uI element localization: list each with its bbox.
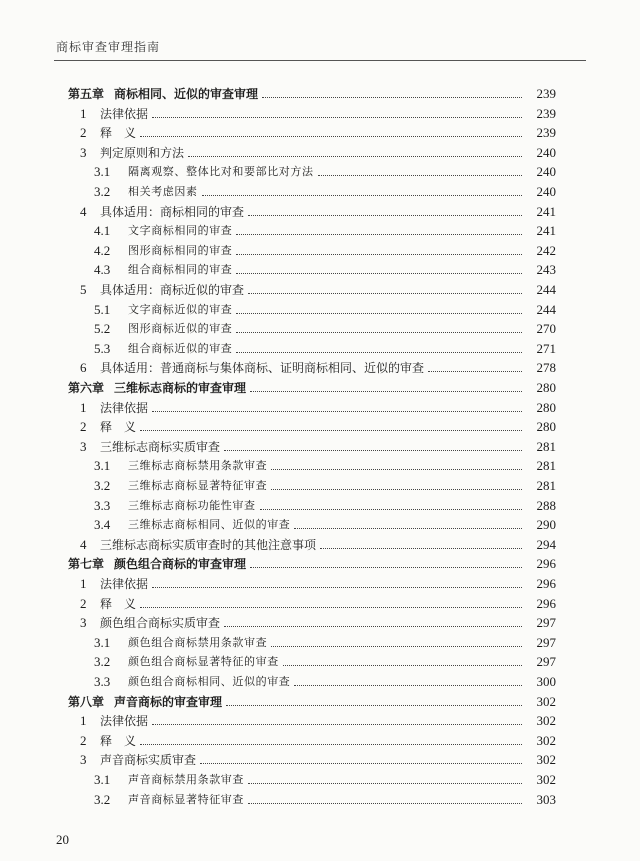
toc-entry-page: 303 [536, 791, 556, 807]
toc-entry-section [0, 613, 640, 633]
toc-entry-title: 三维标志商标禁用条款审查 [128, 459, 268, 473]
toc-entry-section [0, 104, 640, 124]
toc-entry-title: 具体适用：商标相同的审查 [100, 204, 245, 219]
dot-leader [250, 390, 522, 392]
toc-entry-page: 239 [536, 125, 556, 141]
toc-entry-title: 释 义 [100, 596, 137, 611]
toc-entry-page: 281 [536, 478, 556, 493]
toc-entry-sub [0, 790, 640, 810]
dot-leader [224, 625, 522, 627]
toc-entry-title: 释 义 [100, 126, 137, 141]
dot-leader [271, 645, 522, 647]
toc-entry-sub [0, 515, 640, 535]
toc-entry-number: 4.1 [94, 223, 111, 239]
toc-entry-number: 3.2 [94, 791, 111, 807]
toc-entry-title: 声音商标实质审查 [100, 753, 197, 768]
toc-entry-page: 242 [536, 242, 556, 258]
dot-leader [271, 468, 522, 470]
toc-entry-page: 278 [536, 360, 556, 376]
toc-entry-title: 声音商标禁用条款审查 [128, 773, 244, 786]
toc-entry-title: 颜色组合商标的审查审理 [114, 557, 247, 572]
toc-entry-title: 商标相同、近似的审查审理 [114, 87, 259, 101]
toc-entry-title: 三维标志商标相同、近似的审查 [128, 518, 291, 532]
dot-leader [248, 802, 522, 804]
toc-entry-number: 1 [80, 105, 87, 121]
toc-entry-title: 颜色组合商标禁用条款审查 [128, 635, 268, 649]
toc-entry-page: 296 [536, 556, 556, 572]
toc-entry-page: 288 [536, 497, 556, 513]
toc-entry-sub [0, 339, 640, 359]
toc-entry-page: 297 [536, 654, 556, 670]
toc-entry-number: 5.3 [94, 340, 111, 356]
toc-entry-page: 244 [536, 282, 556, 297]
toc-entry-title: 文字商标近似的审查 [128, 302, 233, 316]
dot-leader [248, 214, 522, 216]
toc-entry-title: 声音商标显著特征审查 [128, 792, 244, 806]
toc-entry-title: 法律依据 [100, 106, 149, 121]
toc-entry-sub [0, 672, 640, 692]
toc-entry-section [0, 437, 640, 457]
toc-entry-title: 图形商标近似的审查 [128, 322, 233, 336]
toc-entry-page: 300 [536, 674, 556, 689]
dot-leader [294, 684, 522, 686]
dot-leader [236, 253, 522, 255]
toc-entry-number: 2 [80, 595, 87, 611]
toc-entry-sub [0, 652, 640, 672]
toc-entry-title: 组合商标相同的审查 [128, 263, 233, 277]
toc-entry-number: 2 [80, 419, 87, 435]
toc-entry-page: 297 [536, 634, 556, 650]
toc-entry-section [0, 750, 640, 770]
toc-entry-sub [0, 182, 640, 202]
page-number: 20 [56, 832, 69, 847]
toc-entry-page: 241 [536, 223, 556, 239]
toc-entry-title: 颜色组合商标相同、近似的审查 [128, 675, 291, 688]
toc-entry-title: 相关考虑因素 [128, 185, 198, 198]
toc-entry-title: 法律依据 [100, 400, 149, 415]
dot-leader [236, 351, 522, 353]
toc-entry-sub [0, 162, 640, 182]
toc-entry-number: 3 [80, 752, 87, 768]
toc-entry-page: 302 [536, 732, 556, 748]
toc-entry-page: 280 [536, 380, 556, 395]
header-rule [54, 60, 586, 61]
toc-entry-number: 3.1 [94, 164, 111, 180]
toc-entry-title: 释 义 [100, 733, 137, 748]
dot-leader [200, 762, 522, 764]
dot-leader [320, 547, 522, 549]
dot-leader [224, 449, 522, 451]
toc-entry-page: 270 [536, 321, 556, 337]
dot-leader [250, 566, 522, 568]
toc-entry-title: 法律依据 [100, 714, 149, 729]
toc-entry-number: 5 [80, 282, 87, 297]
toc-entry-chapter [0, 692, 640, 712]
toc-entry-sub [0, 496, 640, 516]
toc-entry-sub [0, 476, 640, 496]
dot-leader [188, 155, 522, 157]
toc-entry-page: 241 [536, 203, 556, 219]
toc-entry-page: 281 [536, 438, 556, 454]
dot-leader [226, 704, 522, 706]
toc-entry-page: 280 [536, 399, 556, 415]
toc-entry-number: 1 [80, 399, 87, 415]
toc-entry-title: 三维标志商标实质审查时的其他注意事项 [100, 537, 317, 552]
toc-entry-number: 6 [80, 360, 87, 376]
toc-entry-page: 302 [536, 772, 556, 787]
toc-entry-page: 280 [536, 419, 556, 435]
toc-entry-sub [0, 319, 640, 339]
toc-entry-section [0, 594, 640, 614]
toc-entry-title: 图形商标相同的审查 [128, 243, 233, 257]
toc-entry-number: 4 [80, 536, 87, 552]
dot-leader [152, 586, 522, 588]
dot-leader [140, 135, 522, 137]
toc-entry-page: 240 [536, 144, 556, 160]
toc-entry-title: 三维标志商标实质审查 [100, 439, 221, 454]
toc-entry-number: 1 [80, 713, 87, 729]
toc-entry-section [0, 202, 640, 222]
toc-entry-number: 4 [80, 203, 87, 219]
toc-entry-number: 第五章 [68, 87, 105, 101]
toc-entry-title: 颜色组合商标实质审查 [100, 616, 221, 631]
toc-entry-number: 3.2 [94, 184, 111, 199]
toc-entry-page: 281 [536, 458, 556, 474]
toc-entry-number: 3.2 [94, 478, 111, 493]
toc-entry-number: 2 [80, 125, 87, 141]
dot-leader [152, 723, 522, 725]
toc-entry-section [0, 417, 640, 437]
toc-entry-section [0, 711, 640, 731]
toc-entry-number: 3.1 [94, 634, 111, 650]
toc-entry-page: 239 [536, 86, 556, 101]
toc-entry-chapter [0, 84, 640, 104]
toc-entry-sub [0, 456, 640, 476]
dot-leader [152, 410, 522, 412]
toc-entry-number: 3.1 [94, 772, 111, 787]
toc-entry-title: 隔离观察、整体比对和要部比对方法 [128, 165, 314, 179]
toc-entry-number: 3.3 [94, 674, 111, 689]
dot-leader [262, 96, 522, 98]
toc-entry-page: 294 [536, 536, 556, 552]
dot-leader [236, 233, 522, 235]
toc-entry-sub [0, 633, 640, 653]
toc-entry-chapter [0, 378, 640, 398]
toc-entry-title: 三维标志商标显著特征审查 [128, 479, 268, 492]
toc-entry-sub [0, 241, 640, 261]
toc-entry-number: 4.3 [94, 262, 111, 278]
dot-leader [271, 488, 522, 490]
dot-leader [294, 527, 522, 529]
toc-entry-title: 具体适用：商标近似的审查 [100, 283, 245, 297]
toc-entry-page: 240 [536, 164, 556, 180]
toc-entry-title: 声音商标的审查审理 [114, 694, 223, 709]
toc-entry-sub [0, 260, 640, 280]
toc-entry-number: 3 [80, 438, 87, 454]
toc-entry-number: 5.1 [94, 301, 111, 317]
toc-entry-number: 3.2 [94, 654, 111, 670]
dot-leader [140, 606, 522, 608]
toc-entry-number: 3 [80, 615, 87, 631]
toc-entry-page: 271 [536, 340, 556, 356]
dot-leader [202, 194, 522, 196]
toc-entry-sub [0, 221, 640, 241]
toc-entry-number: 3.1 [94, 458, 111, 474]
toc-entry-page: 296 [536, 576, 556, 591]
toc-entry-number: 3 [80, 144, 87, 160]
toc-entry-title: 文字商标相同的审查 [128, 224, 233, 238]
toc-entry-title: 三维标志商标的审查审理 [114, 381, 247, 395]
toc-entry-page: 239 [536, 105, 556, 121]
toc-entry-title: 具体适用：普通商标与集体商标、证明商标相同、近似的审查 [100, 361, 425, 376]
dot-leader [283, 664, 522, 666]
dot-leader [140, 429, 522, 431]
toc-entry-page: 296 [536, 595, 556, 611]
toc-entry-number: 第七章 [68, 557, 105, 572]
toc-entry-sub [0, 770, 640, 790]
toc-entry-title: 判定原则和方法 [100, 145, 185, 160]
toc-entry-section [0, 535, 640, 555]
toc-entry-section [0, 574, 640, 594]
toc-entry-section [0, 358, 640, 378]
toc-entry-section [0, 398, 640, 418]
dot-leader [248, 292, 522, 294]
dot-leader [236, 272, 522, 274]
dot-leader [152, 116, 522, 118]
toc-entry-chapter [0, 554, 640, 574]
toc-entry-page: 240 [536, 184, 556, 199]
toc-entry-page: 290 [536, 517, 556, 533]
dot-leader [140, 743, 522, 745]
toc-entry-number: 2 [80, 732, 87, 748]
toc-entry-number: 3.4 [94, 517, 111, 533]
toc-entry-number: 1 [80, 576, 87, 591]
toc-entry-section [0, 123, 640, 143]
toc-entry-page: 243 [536, 262, 556, 278]
toc-entry-number: 3.3 [94, 497, 111, 513]
toc-entry-number: 第八章 [68, 694, 105, 709]
toc-entry-page: 302 [536, 693, 556, 709]
toc-entry-sub [0, 300, 640, 320]
dot-leader [428, 370, 522, 372]
toc-entry-title: 颜色组合商标显著特征的审查 [128, 655, 279, 669]
toc-entry-number: 5.2 [94, 321, 111, 337]
toc-entry-number: 第六章 [68, 381, 105, 395]
dot-leader [236, 312, 522, 314]
dot-leader [236, 331, 522, 333]
toc-entry-title: 法律依据 [100, 577, 149, 591]
toc-entry-title: 组合商标近似的审查 [128, 341, 233, 355]
toc-entry-title: 三维标志商标功能性审查 [128, 498, 256, 512]
running-head: 商标审查审理指南 [56, 40, 161, 54]
toc-entry-section [0, 143, 640, 163]
toc-entry-page: 302 [536, 713, 556, 729]
toc-entry-page: 302 [536, 752, 556, 768]
toc-entry-page: 297 [536, 615, 556, 631]
dot-leader [248, 782, 522, 784]
toc-entry-number: 4.2 [94, 242, 111, 258]
toc-entry-section [0, 731, 640, 751]
dot-leader [318, 174, 522, 176]
toc-entry-title: 释 义 [100, 420, 137, 435]
toc-entry-section [0, 280, 640, 300]
dot-leader [260, 508, 522, 510]
toc-entry-page: 244 [536, 301, 556, 317]
